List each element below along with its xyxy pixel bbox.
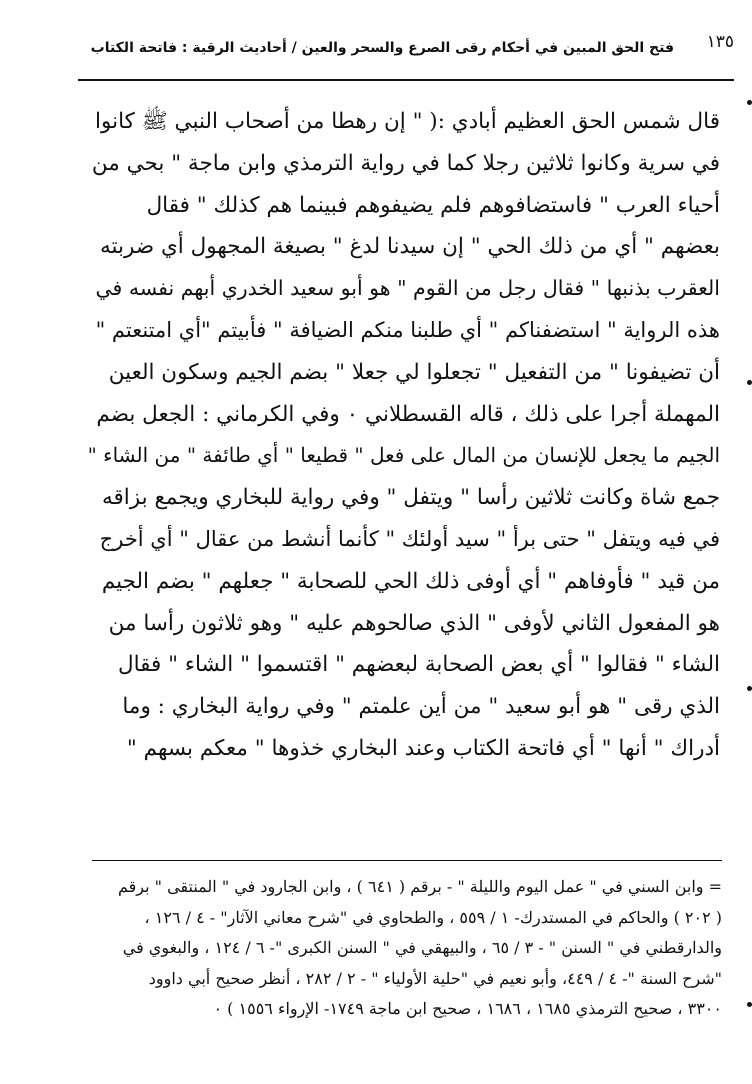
page-header — [78, 30, 734, 76]
text-line: العقرب بذنبها " فقال رجل من القوم " هو أبو سعيد الخدري أبهم نفسه في — [95, 276, 720, 301]
margin-mark — [747, 686, 752, 691]
text-line: قال شمس الحق العظيم أبادي :( " إن رهطا من أصحاب النبي ﷺ كانوا — [95, 109, 720, 134]
footnote-divider — [92, 860, 722, 861]
header-divider — [78, 79, 734, 81]
footnote-line: "شرح السنة "- ٤ / ٤٤٩، وأبو نعيم في "حلية الأولياء " - ٢ / ٢٨٢ ، أنظر صحيح أبي داوود — [148, 968, 722, 988]
text-line: جمع شاة وكانت ثلاثين رأسا " ويتفل " وفي رواية للبخاري ويجمع بزاقه — [102, 485, 720, 511]
text-line: بعضهم " أي من ذلك الحي " إن سيدنا لدغ " بصيغة المجهول أي ضربته — [100, 234, 720, 260]
text-line: أدراك " أنها " أي فاتحة الكتاب وعند البخاري خذوها " معكم بسهم " — [126, 735, 720, 761]
text-line: هذه الرواية " استضفناكم " أي طلبنا منكم الضيافة " فأبيتم "أي امتنعتم " — [95, 317, 720, 342]
page-number: ١٣٥ — [706, 32, 734, 52]
footnote-line: ٣٣٠٠ ، صحيح الترمذي ١٦٨٥ ، ١٦٨٦ ، صحيح ابن ماجة ١٧٤٩- الإرواء ١٥٥٦ ) ٠ — [213, 999, 722, 1018]
text-line: المهملة أجرا على ذلك ، قاله القسطلاني ٠ وفي الكرماني : الجعل بضم — [96, 401, 720, 427]
text-line: من قيد " فأوفاهم " أي أوفى ذلك الحي للصحابة " جعلهم " بضم الجيم — [101, 568, 720, 594]
text-line: في سرية وكانوا ثلاثين رجلا كما في رواية الترمذي وابن ماجة " بحي من — [91, 150, 720, 176]
margin-mark — [747, 100, 752, 105]
text-line: هو المفعول الثاني لأوفى " الذي صالحوهم عليه " وهو ثلاثون رأسا من — [108, 610, 720, 636]
text-line: أحياء العرب " فاستضافوهم فلم يضيفوهم فبينما هم كذلك " فقال — [146, 192, 720, 218]
text-line: الجيم ما يجعل للإنسان من المال على فعل " قطيعا " أي طائفة " من الشاء " — [88, 443, 720, 468]
running-title: فتح الحق المبين في أحكام رقى الصرع والسحر والعين / أحاديث الرقية : فاتحة الكتاب — [90, 40, 674, 56]
footnote-line: والدارقطني في " السنن " - ٣ / ٦٥ ، والبيهقي في " السنن الكبرى "- ٦ / ١٢٤ ، والبغوي في — [122, 938, 722, 957]
text-line: الذي رقى " هو أبو سعيد " من أين علمتم " وفي رواية البخاري : وما — [122, 694, 720, 720]
footnote-line: = وابن السني في " عمل اليوم والليلة " - برقم ( ٦٤١ ) ، وابن الجارود في " المنتقى " برقم — [117, 877, 722, 896]
margin-mark — [747, 1002, 752, 1007]
text-line: أن تضيفونا " من التفعيل " تجعلوا لي جعلا " بضم الجيم وسكون العين — [108, 359, 720, 385]
footnote-line: ( ٢٠٢ ) والحاكم في المستدرك- ١ / ٥٥٩ ، والطحاوي في "شرح معاني الآثار" - ٤ / ١٢٦ ، — [144, 907, 722, 927]
text-line: في فيه ويتفل " حتى برأ " سيد أولئك " كأنما أنشط من عقال " أي أخرج — [99, 526, 720, 551]
text-line: الشاء " فقالوا " أي بعض الصحابة لبعضهم " اقتسموا " الشاء " فقال — [118, 652, 720, 678]
main-text — [88, 101, 720, 770]
footnote — [96, 872, 722, 1025]
margin-mark — [747, 380, 752, 385]
